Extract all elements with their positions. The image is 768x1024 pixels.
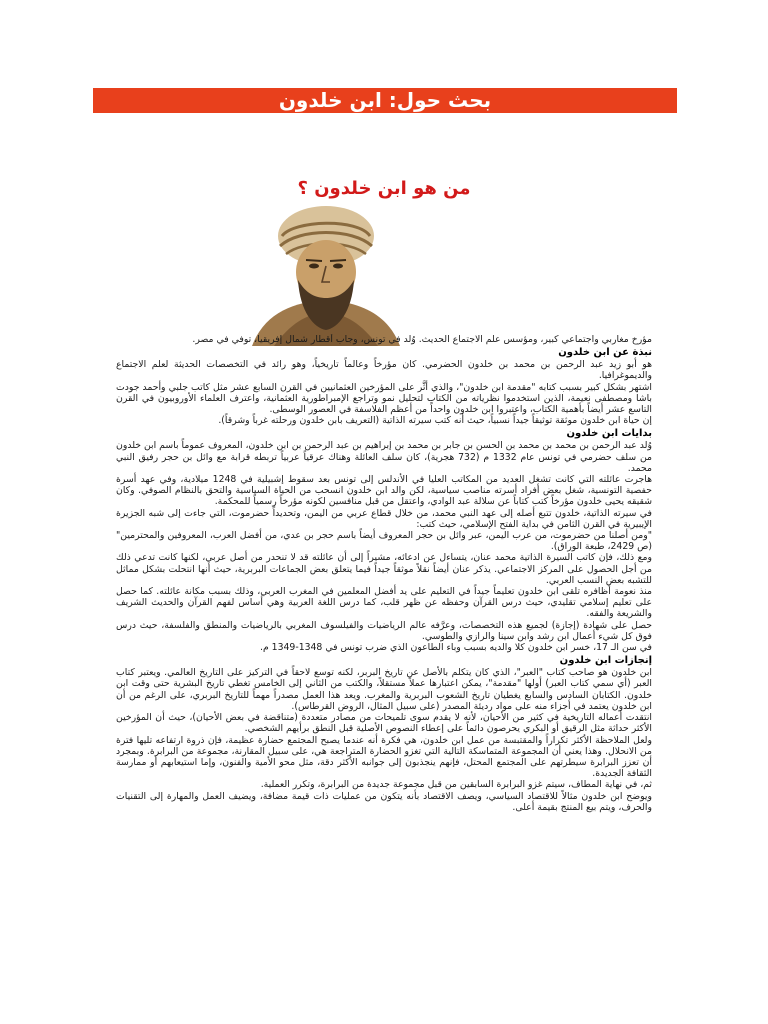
heading-achievements: إنجازات ابن خلدون: [559, 655, 652, 667]
article-body: [116, 334, 652, 1014]
paragraph: ثم، في نهاية المطاف، سيتم غزو البرابرة السابقين من قبل مجموعة جديدة من البرابرة، وتكرر العملية.: [260, 779, 652, 791]
intro-paragraph: مؤرخ مغاربي واجتماعي كبير، ومؤسس علم الاجتماع الحديث. وُلد في تونس، وجاب أقطار شمال إفريقيا، توفي في مصر.: [192, 334, 652, 345]
portrait-ibn-khaldun-icon: [234, 202, 418, 346]
section-title: من هو ابن خلدون ؟: [297, 178, 471, 199]
paragraph: حصل على شهادة (إجازة) لجميع هذه التخصصات، وعرَّفه عالم الرياضيات والفيلسوف المغربي بالرياضيات والمنطق والفلسفة، حيث درس فوق كل شيء أعمال ابن رشد وابن سينا والرازي والطوسي.: [116, 619, 652, 642]
paragraph: ويوضح ابن خلدون مثالاً للاقتصاد السياسي، ويصف الاقتصاد بأنه يتكون من عمليات ذات قيمة مضافة، ويضيف العمل والمهارة إلى التقنيات والحرف، ويتم بيع المنتج بقيمة أعلى.: [116, 790, 652, 813]
paragraph: انتقدت أعماله التاريخية في كثير من الأحيان، لأنه لا يقدم سوى تلميحات من مصادر متعددة (متناقضة في بعض الأحيان)، حيث أن المؤرخين الأكثر حداثة مثل الرقيق أو البكري يحرصون دائماً على إعطاء النصوص الأصلية قبل النطق برأيهم الشخصي.: [116, 712, 652, 735]
paragraph: هاجرت عائلته التي كانت تشغل العديد من المكاتب العليا في الأندلس إلى تونس بعد سقوط إشبيلية في 1248 ميلادية، وفي عهد أسرة حفصية التونسية، شغل بعض أفراد أسرته مناصب سياسية، لكن والد ابن خلدون انسحب من الحياة السياسية والتحق بالنظام الصوفي. وكان شقيقه يحيى خلدون مؤرخاً كتب كتاباً عن سلالة عبد الوادي، واعتقل من قبل منافسين لكونه مؤرخاً رسمياً للمحكمة.: [116, 474, 652, 508]
paragraph: إن حياة ابن خلدون موثقة توثيقاً جيداً نسبياً، حيث أنه كتب سيرته الذاتية (التعريف بابن خلدون ورحلته غرباً وشرقاً).: [218, 415, 652, 427]
heading-biography: نبذة عن ابن خلدون: [558, 347, 652, 359]
paragraph: في سن الـ 17، خسر ابن خلدون كلا والديه بسبب وباء الطاعون الذي ضرب تونس في 1348-1349 م.: [259, 642, 652, 654]
paragraph: ابن خلدون هو صاحب كتاب "العبر"، الذي كان يتكلم بالأصل عن تاريخ البربر، لكنه توسع لاحقاً في التركيز على التاريخ العالمي. ويعتبر كتاب العبر (أي سمي كتاب العبر) أولها "مقدمة"، يمكن اعتبارها عملاً مستقلاً، والكتب من الثاني إلى الخامس تغطي تاريخ البشرية حتى وقت ابن خلدون. الكتابان السادس والسابع يغطيان تاريخ الشعوب البربرية والمغرب. ويعد هذا العمل مصدراً مهماً للتاريخ البربري، على الرغم من أن ابن خلدون يعتمد في أجزاء منه على مواد رديئة المصدر (على سبيل المثال، الروض القرطاس).: [116, 667, 652, 712]
paragraph: ولعل الملاحظة الأكثر تكراراً والمقتبسة من عمل ابن خلدون، هي فكرة أنه عندما يصبح المجتمع حضارة عظيمة، فإن ذروة ارتفاعه تليها فترة من الانحلال. وهذا يعني أن المجموعة المتماسكة التالية التي تغزو الحضارة المتراجعة هي، على سبيل المقارنة، مجموعة من البرابرة. وبمجرد أن تعزز البرابرة سيطرتهم على المجتمع المحتل، فإنهم ينجذبون إلى جوانبه الأكثر دقة، مثل محو الأمية والفنون، وإما استيعابهم أو ممارسة الثقافة الجديدة.: [116, 734, 652, 780]
portrait-image: [234, 202, 418, 346]
heading-beginnings: بدايات ابن خلدون: [566, 428, 652, 440]
paragraph: اشتهر بشكل كبير بسبب كتابه "مقدمة ابن خلدون"، والذي أثَّر على المؤرخين العثمانيين في القرن السابع عشر مثل كاتب جلبي وأحمد جودت باشا ومصطفى نعيمة، الذين استخدموا نظرياته من الكتاب لتحليل نمو وتراجع الإمبراطورية العثمانية، واعترف العلماء الأوروبيون في القرن التاسع عشر أيضاً بأهمية الكتاب، واعتبروا ابن خلدون واحداً من أعظم الفلاسفة في العصور الوسطى.: [116, 381, 652, 416]
paragraph: هو أبو زيد عبد الرحمن بن محمد بن خلدون الحضرمي. كان مؤرخاً وعالماً تاريخياً، وهو رائد في التخصصات الحديثة لعلم الاجتماع والديموغرافيا.: [116, 359, 652, 382]
paragraph: في سيرته الذاتية، خلدون تتبع أصله إلى عهد النبي محمد، من خلال قطاع عربي من اليمن، وتحديداً حضرموت، التي جاءت إلى شبه الجزيرة الإيبيرية في القرن الثامن في بداية الفتح الإسلامي، حيث كتب:: [116, 507, 652, 530]
paragraph: ومع ذلك، فإن كاتب السيرة الذاتية محمد عنان، يتساءل عن ادعائه، مشيراً إلى أن عائلته قد لا تنحدر من أصل عربي، لكنها كانت تدعي ذلك من أجل الحصول على المركز الاجتماعي. يذكر عنان أيضاً نقلاً موثقاً جيداً فيما يتعلق بعض الجماعات البربرية، حيث أنها انتحلت بشكل مماثل للتشبه بعض النسب العربي.: [116, 552, 652, 586]
paragraph: وُلد عبد الرحمن بن محمد بن محمد بن الحسن بن جابر بن محمد بن إبراهيم بن عبد الرحمن بن ابن خلدون، المعروف عموماً باسم ابن خلدون من سلف حضرمي في تونس عام 1332 م (732 هجرية)، كان سلف العائلة وهناك عرقياً عربياً تربطه قرابة مع وائل بن حجر رفيق النبي محمد.: [116, 440, 652, 474]
page-title-banner: بحث حول: ابن خلدون: [93, 88, 677, 113]
paragraph: منذ نعومة أظافره تلقى ابن خلدون تعليماً جيداً في التعليم على يد أفضل المعلمين في المغرب العربي، وذلك بسبب مكانة عائلته. كما حصل على تعليم إسلامي تقليدي، حيث درس القرآن وحفظه عن ظهر قلب، كما درس اللغة العربية وهي أساس لفهم القرآن والحديث الشريف والشريعة والفقه.: [116, 586, 652, 620]
paragraph: "ومن أصلنا من حضرموت، من عرب اليمن، عبر وائل بن حجر المعروف أيضاً باسم حجر بن عدي، من أفضل العرب، المعروفين والمحترمين" (ص 2429، طبعة الوراق).: [116, 530, 652, 553]
